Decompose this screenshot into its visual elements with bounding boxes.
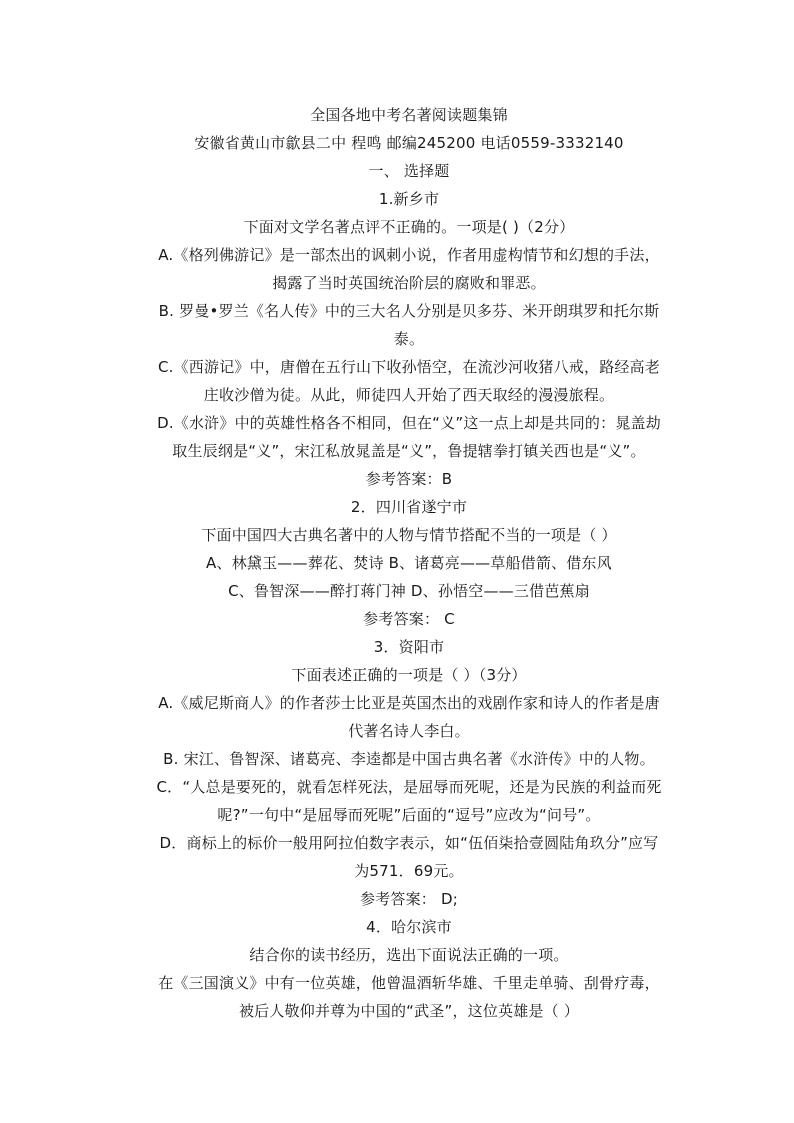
option-text: A、林黛玉——葬花、焚诗 B、诸葛亮——草船借箭、借东风 <box>206 554 612 572</box>
option-text: D．商标上的标价一般用阿拉伯数字表示，如“伍佰柒拾壹圆陆角玖分”应写 <box>159 834 659 852</box>
section-heading: 一、 选择题 <box>368 162 450 180</box>
question-source: 4．哈尔滨市 <box>366 918 452 936</box>
option-text: 揭露了当时英国统治阶层的腐败和罪恶。 <box>272 274 546 292</box>
option-text: 庄收沙僧为徒。从此，师徒四人开始了西天取经的漫漫旅程。 <box>203 386 615 404</box>
option-text: C.《西游记》中，唐僧在五行山下收孙悟空，在流沙河收猪八戒，路经高老 <box>157 358 661 376</box>
question-source: 3．资阳市 <box>373 638 445 656</box>
question-stem: 结合你的读书经历，选出下面说法正确的一项。 <box>249 946 569 964</box>
option-text: C．“人总是要死的，就看怎样死法，是屈辱而死呢，还是为民族的利益而死 <box>156 778 662 796</box>
author-info: 安徽省黄山市歙县二中 程鸣 邮编245200 电话0559-3332140 <box>194 134 624 152</box>
document-page <box>130 101 688 1025</box>
option-text: B. 罗曼•罗兰《名人传》中的三大名人分别是贝多芬、米开朗琪罗和托尔斯 <box>158 302 660 320</box>
option-text: 泰。 <box>393 330 425 348</box>
question-stem: 下面对文学名著点评不正确的。一项是( )（2分） <box>243 218 575 236</box>
question-source: 2．四川省遂宁市 <box>350 498 468 516</box>
option-text: 代著名诗人李白。 <box>348 722 470 740</box>
option-text: 为571．69元。 <box>354 862 464 880</box>
option-text: C、鲁智深——醉打蒋门神 D、孙悟空——三借芭蕉扇 <box>228 582 590 600</box>
option-text: 取生辰纲是“义”，宋江私放晁盖是“义”，鲁提辖拳打镇关西也是“义”。 <box>172 442 646 460</box>
question-stem: 下面表述正确的一项是（ ）（3分） <box>291 666 527 684</box>
question-stem: 在《三国演义》中有一位英雄，他曾温酒斩华雄、千里走单骑、刮骨疗毒， <box>158 974 660 992</box>
question-stem: 被后人敬仰并尊为中国的“武圣”，这位英雄是（ ） <box>238 1002 580 1020</box>
question-stem: 下面中国四大古典名著中的人物与情节搭配不当的一项是（ ） <box>201 526 617 544</box>
answer-text: 参考答案： D; <box>360 890 458 908</box>
question-source: 1.新乡市 <box>378 190 440 208</box>
option-text: A.《威尼斯商人》的作者莎士比亚是英国杰出的戏剧作家和诗人的作者是唐 <box>158 694 660 712</box>
document-title: 全国各地中考名著阅读题集锦 <box>310 106 508 124</box>
option-text: A.《格列佛游记》是一部杰出的讽刺小说，作者用虚构情节和幻想的手法， <box>158 246 660 264</box>
option-text: B. 宋江、鲁智深、诸葛亮、李逵都是中国古典名著《水浒传》中的人物。 <box>163 750 655 768</box>
option-text: D.《水浒》中的英雄性格各不相同，但在“义”这一点上却是共同的：晁盖劫 <box>157 414 661 432</box>
answer-text: 参考答案：B <box>365 470 453 488</box>
option-text: 呢?”一句中“是屈辱而死呢”后面的“逗号”应改为“问号”。 <box>217 806 601 824</box>
answer-text: 参考答案： C <box>363 610 455 628</box>
